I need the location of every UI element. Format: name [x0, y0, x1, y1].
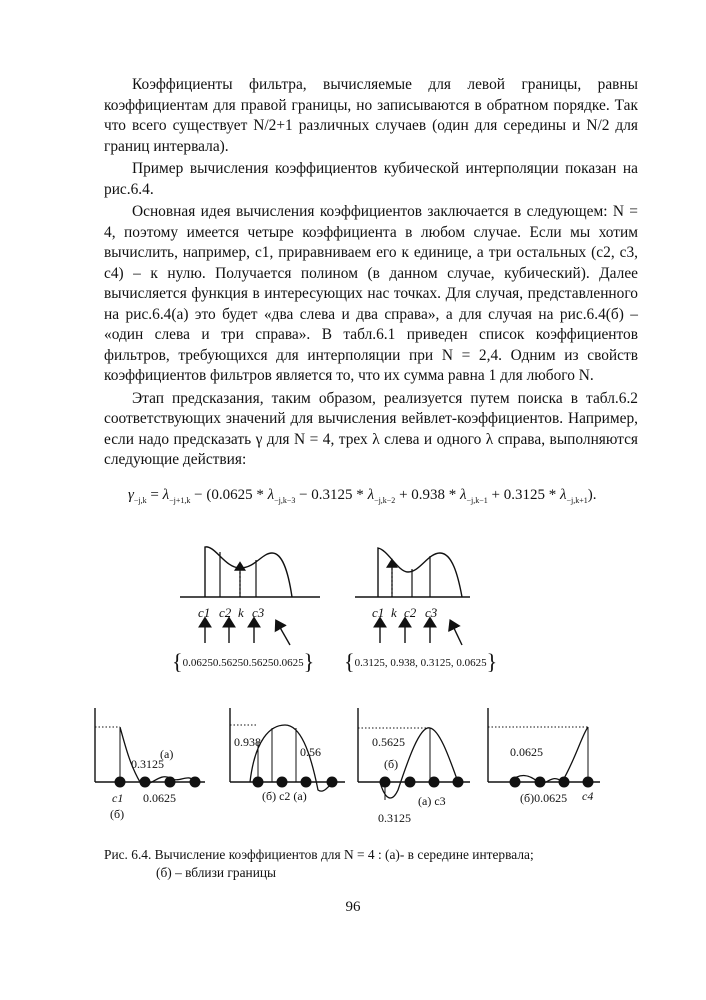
formula-op-2: − 0.3125 *: [295, 487, 368, 503]
formula-term-1: λ: [162, 487, 170, 503]
figure-caption: [104, 846, 664, 882]
formula-term-3-sub: −j,k−2: [374, 496, 396, 505]
panel4-below: (б)0.0625: [520, 791, 568, 805]
caption-line-1: Рис. 6.4. Вычисление коэффициентов для N = 4 : (а)- в середине интервала;: [104, 847, 534, 862]
top-left-label-4: c3: [252, 605, 265, 620]
top-left-set-values: 0.06250.56250.56250.0625: [182, 657, 304, 669]
panel1-tag: (a): [160, 747, 174, 761]
formula-open: − (0.0625 *: [190, 487, 268, 503]
paragraph-4: Этап предсказания, таким образом, реализуется путем поиска в табл.6.2 соответствующих значений для вычисления вейвлет-коэффициентов. Например, если надо предсказать γ для N = 4, трех λ слева и одного λ справа, выполняются следующие действия:: [104, 389, 638, 468]
panel1-below-value: 0.0625: [143, 791, 176, 805]
paragraph-3: Основная идея вычисления коэффициентов заключается в следующем: N = 4, поэтому имеется четыре коэффициента в любом случае. Если мы хотим вычислить, например, c1, приравниваем его к единице, а три остальных (c2, c3, c4) – к нулю. Получается полином (в данном случае, кубический). Далее вычисляется функция в интересующих нас точках. Для случая, представленного на рис.6.4(а) это будет «два слева и два справа», а для случая на рис.6.4(б) – «один слева и три справа». В табл.6.1 приведен список коэффициентов фильтров, требующихся для интерполяции при N = 2,4. Одним из свойств коэффициентов фильтров является то, что их сумма равна 1 для любого N.: [104, 203, 638, 384]
formula-term-1-sub: −j+1,k: [169, 496, 191, 505]
paragraph-1: Коэффициенты фильтра, вычисляемые для левой границы, равны коэффициентам для правой границы, но записываются в обратном порядке. Так что всего существует N/2+1 различных случаев (один для середины и N/2 для границ интервала).: [104, 76, 638, 155]
formula-term-2-sub: −j,k−3: [274, 496, 296, 505]
formula-lhs: γ: [128, 487, 134, 503]
panel4-c-label: c4: [582, 789, 594, 803]
formula-close: ).: [587, 487, 597, 503]
panel3-tag: (б): [384, 757, 399, 771]
panel3-below-value: 0.3125: [378, 811, 411, 825]
top-left-label-3: k: [238, 605, 244, 620]
panel4-value: 0.0625: [510, 745, 543, 759]
formula-term-4-sub: −j,k−1: [466, 496, 488, 505]
paragraph-2: Пример вычисления коэффициентов кубической интерполяции показан на рис.6.4.: [104, 160, 638, 198]
formula-term-5-sub: −j,k+1: [566, 496, 588, 505]
panel3-value: 0.5625: [372, 735, 405, 749]
top-right-label-4: c3: [425, 605, 438, 620]
top-right-label-1: c1: [372, 605, 385, 620]
top-right-label-2: k: [391, 605, 397, 620]
top-left-label-1: c1: [198, 605, 211, 620]
caption-line-2: (б) – вблизи границы: [156, 865, 277, 880]
top-right-label-3: c2: [404, 605, 417, 620]
top-left-label-2: c2: [219, 605, 232, 620]
top-left-coefficient-set: {0.06250.56250.56250.0625}: [172, 649, 315, 674]
panel3-below: (а) c3: [418, 794, 446, 808]
page-number: 96: [345, 899, 361, 915]
formula-op-4: + 0.3125 *: [487, 487, 560, 503]
formula-equals: =: [146, 487, 163, 503]
formula-term-3: λ: [367, 487, 375, 503]
top-right-set-values: 0.3125, 0.938, 0.3125, 0.0625: [354, 657, 487, 669]
top-right-diagram: [355, 548, 470, 645]
panel2-value-left: 0.938: [234, 735, 261, 749]
top-left-diagram: [180, 547, 320, 645]
formula-term-4: λ: [460, 487, 467, 503]
formula-op-3: + 0.938 *: [395, 487, 461, 503]
formula-lhs-sub: −j,k: [133, 496, 147, 505]
panel2-below: (б) c2 (а): [262, 789, 307, 803]
panel2-value-right: 0.56: [300, 745, 321, 759]
top-right-coefficient-set: {0.3125, 0.938, 0.3125, 0.0625}: [344, 649, 498, 674]
panel1-b-label: (б): [110, 807, 125, 821]
panel1-c-label: c1: [112, 791, 124, 805]
panel1-value: 0.3125: [131, 757, 164, 771]
formula-term-2: λ: [267, 487, 275, 503]
formula-term-5: λ: [560, 487, 567, 503]
